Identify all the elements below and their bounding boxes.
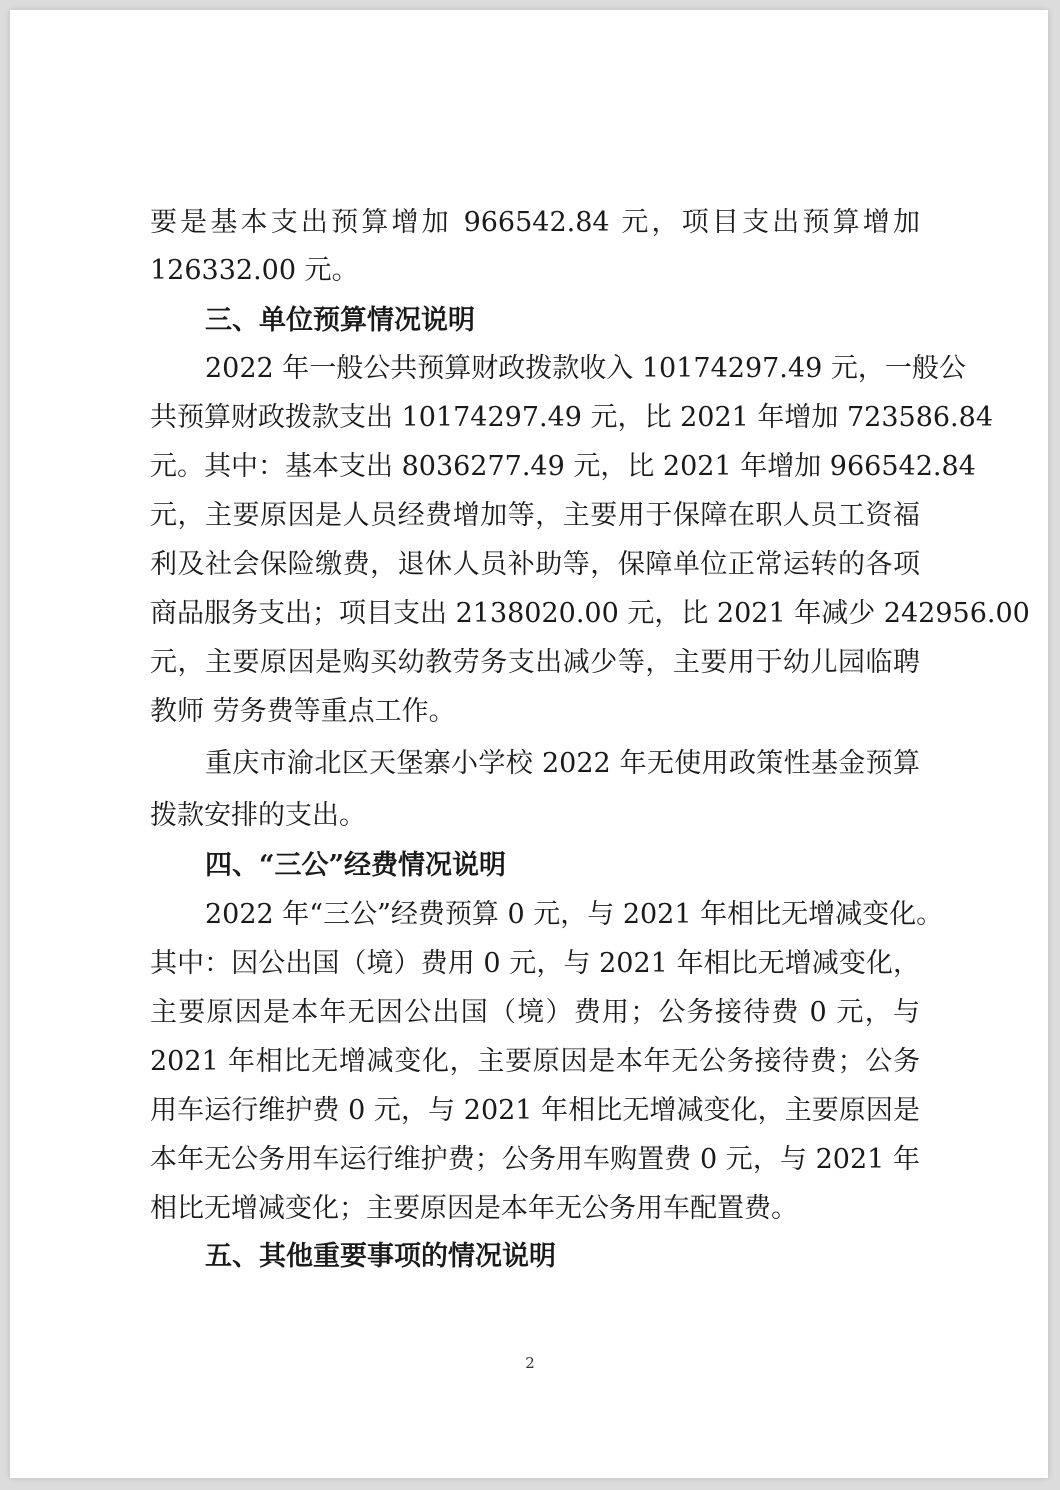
text-line: 主要原因是本年无因公出国（境）费用；公务接待费 0 元，与 bbox=[150, 997, 920, 1028]
section-heading-4: 四、“三公”经费情况说明 bbox=[205, 850, 507, 881]
text-line: 元，主要原因是购买幼教劳务支出减少等，主要用于幼儿园临聘 bbox=[150, 647, 920, 678]
text-line: 2022 年“三公”经费预算 0 元，与 2021 年相比无增减变化。 bbox=[205, 899, 944, 930]
text-line: 元，主要原因是人员经费增加等，主要用于保障在职人员工资福 bbox=[150, 500, 920, 531]
text-line: 拨款安排的支出。 bbox=[150, 800, 366, 831]
text-line: 本年无公务用车运行维护费；公务用车购置费 0 元，与 2021 年 bbox=[150, 1144, 920, 1175]
text-line: 重庆市渝北区天堡寨小学校 2022 年无使用政策性基金预算 bbox=[205, 748, 920, 779]
text-line: 教师 劳务费等重点工作。 bbox=[150, 696, 456, 727]
text-line: 利及社会保险缴费，退休人员补助等，保障单位正常运转的各项 bbox=[150, 549, 920, 580]
section-heading-5: 五、其他重要事项的情况说明 bbox=[205, 1241, 556, 1272]
text-line: 要是基本支出预算增加 966542.84 元，项目支出预算增加 bbox=[150, 207, 920, 238]
text-line: 元。其中：基本支出 8036277.49 元，比 2021 年增加 966542.84 bbox=[150, 451, 976, 482]
text-line: 其中：因公出国（境）费用 0 元，与 2021 年相比无增减变化， bbox=[150, 948, 920, 979]
section-heading-3: 三、单位预算情况说明 bbox=[205, 305, 475, 336]
text-line: 共预算财政拨款支出 10174297.49 元，比 2021 年增加 723586.84 bbox=[150, 402, 993, 433]
text-line: 用车运行维护费 0 元，与 2021 年相比无增减变化，主要原因是 bbox=[150, 1095, 920, 1126]
text-line: 2021 年相比无增减变化，主要原因是本年无公务接待费；公务 bbox=[150, 1046, 920, 1077]
page-number: 2 bbox=[525, 1354, 535, 1372]
text-line: 2022 年一般公共预算财政拨款收入 10174297.49 元，一般公 bbox=[205, 353, 966, 384]
text-line: 相比无增减变化；主要原因是本年无公务用车配置费。 bbox=[150, 1193, 798, 1224]
text-line: 商品服务支出；项目支出 2138020.00 元，比 2021 年减少 242956.00 bbox=[150, 598, 1030, 629]
text-line: 126332.00 元。 bbox=[150, 255, 359, 286]
